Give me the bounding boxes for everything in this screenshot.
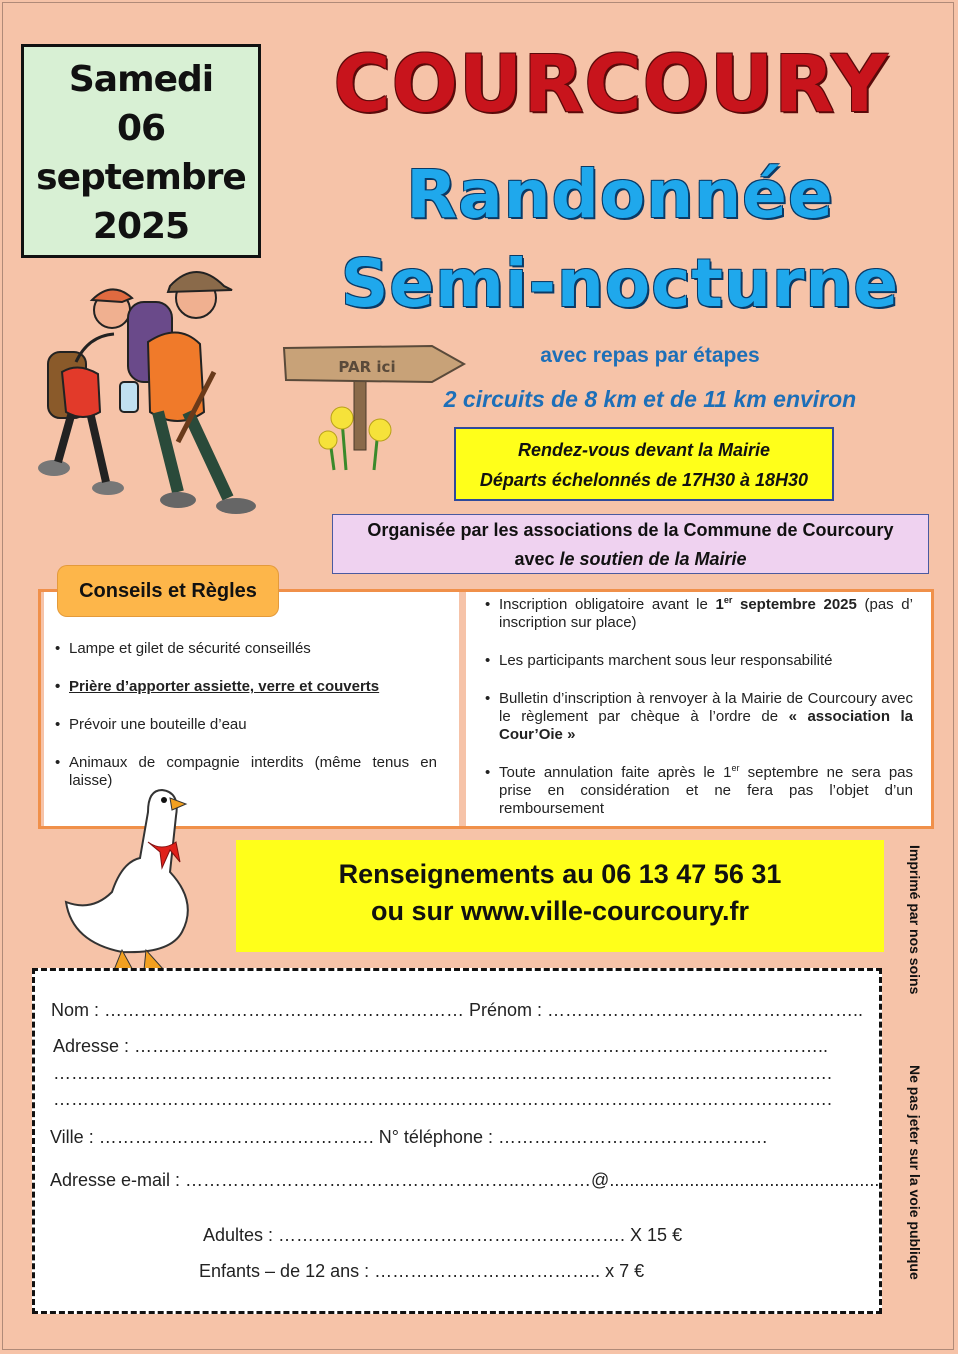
hikers-illustration bbox=[28, 262, 278, 518]
rule-item bbox=[485, 596, 913, 632]
rdv-line1: Rendez-vous devant la Mairie bbox=[517, 440, 771, 460]
rule-text: septembre ne sera pas prise en considération et ne fera pas l’objet d’un remboursement bbox=[499, 764, 914, 817]
small-hiker-shoe2-icon bbox=[92, 481, 124, 495]
rule-text-bold: septembre 2025 bbox=[732, 596, 857, 613]
rule-text-bold: 1 bbox=[715, 596, 724, 613]
rule-item bbox=[485, 690, 913, 744]
rule-item: • Les participants marchent sous leur responsabilité bbox=[485, 652, 913, 670]
registration-form bbox=[32, 968, 882, 1314]
renseignements-box bbox=[236, 840, 884, 952]
orga-line1: Organisée par les associations de la Commune de Courcoury bbox=[367, 520, 894, 540]
rdv-line2: Départs échelonnés de 17H30 à 18H30 bbox=[479, 470, 809, 490]
form-adresse-line2[interactable]: …………………………………………………………………………………………………………………. bbox=[53, 1063, 833, 1083]
litter-note: Ne pas jeter sur la voie publique bbox=[907, 1065, 923, 1280]
rendezvous-box bbox=[454, 427, 834, 501]
form-adresse-line3[interactable]: …………………………………………………………………………………………………………………. bbox=[53, 1089, 833, 1109]
rule-item: • Prière d’apporter assiette, verre et couverts bbox=[55, 678, 437, 696]
date-year: 2025 bbox=[92, 206, 190, 247]
printed-note: Imprimé par nos soins bbox=[907, 845, 923, 995]
date-weekday: Samedi bbox=[68, 59, 214, 100]
form-enfants[interactable]: Enfants – de 12 ans : ……………………………….. x 7 € bbox=[199, 1261, 645, 1281]
orga-line2-italic: le soutien de la Mairie bbox=[559, 549, 747, 569]
form-adresse[interactable]: Adresse : …………………………………………………………………………………………………….. bbox=[53, 1036, 829, 1056]
date-day: 06 bbox=[116, 108, 166, 149]
rule-sup: er bbox=[731, 763, 740, 773]
conseils-title: Conseils et Règles bbox=[58, 566, 278, 616]
form-ville-telephone[interactable]: Ville : ………………………………………. N° téléphone : ……………………………………… bbox=[50, 1127, 768, 1147]
village-title: COURCOURY bbox=[333, 40, 889, 130]
form-adultes[interactable]: Adultes : …………………………………………………. X 15 € bbox=[203, 1225, 683, 1245]
small-hiker-shoe-icon bbox=[38, 460, 70, 476]
rule-item bbox=[485, 764, 913, 818]
rule-item: • Animaux de compagnie interdits (même tenus en laisse) bbox=[55, 754, 437, 790]
rens-phone: Renseignements au 06 13 47 56 31 bbox=[338, 859, 782, 889]
form-nom-prenom[interactable]: Nom : …………………………………………………… Prénom : …………………………………………….. bbox=[51, 1000, 864, 1020]
date-box bbox=[21, 44, 261, 258]
rule-item: • Prévoir une bouteille d’eau bbox=[55, 716, 437, 734]
rens-website: ou sur www.ville-courcoury.fr bbox=[370, 896, 750, 926]
rule-sup: er bbox=[723, 595, 733, 605]
subtitle-circuits: 2 circuits de 8 km et de 11 km environ bbox=[443, 386, 857, 412]
rule-text: (pas d’ inscription sur place) bbox=[499, 596, 913, 631]
rule-text-bold: « association la Cour’Oie » bbox=[499, 708, 914, 743]
orga-line2 bbox=[333, 545, 928, 574]
form-email[interactable]: Adresse e-mail : ………………………………………………..…………@...................................................... bbox=[50, 1170, 880, 1190]
event-title-line2: Semi-nocturne bbox=[340, 245, 900, 322]
rules-divider bbox=[459, 592, 466, 826]
subtitle-repas: avec repas par étapes bbox=[540, 344, 760, 367]
rule-text: Inscription obligatoire avant le bbox=[499, 596, 716, 613]
sign-text: PAR ici bbox=[338, 358, 396, 376]
rule-text: Bulletin d’inscription à renvoyer à la Mairie de Courcoury avec le règlement par chèque à l’ordre de bbox=[499, 690, 913, 725]
orga-line2-prefix: avec bbox=[514, 549, 560, 569]
date-month: septembre bbox=[36, 157, 246, 198]
rule-item: • Lampe et gilet de sécurité conseillés bbox=[55, 640, 437, 658]
rules-right-list bbox=[485, 596, 913, 838]
goose-illustration bbox=[52, 772, 202, 982]
rule-text: Toute annulation faite après le 1 bbox=[499, 764, 732, 781]
event-title-line1: Randonnée bbox=[406, 156, 834, 233]
organisation-box bbox=[332, 514, 929, 574]
